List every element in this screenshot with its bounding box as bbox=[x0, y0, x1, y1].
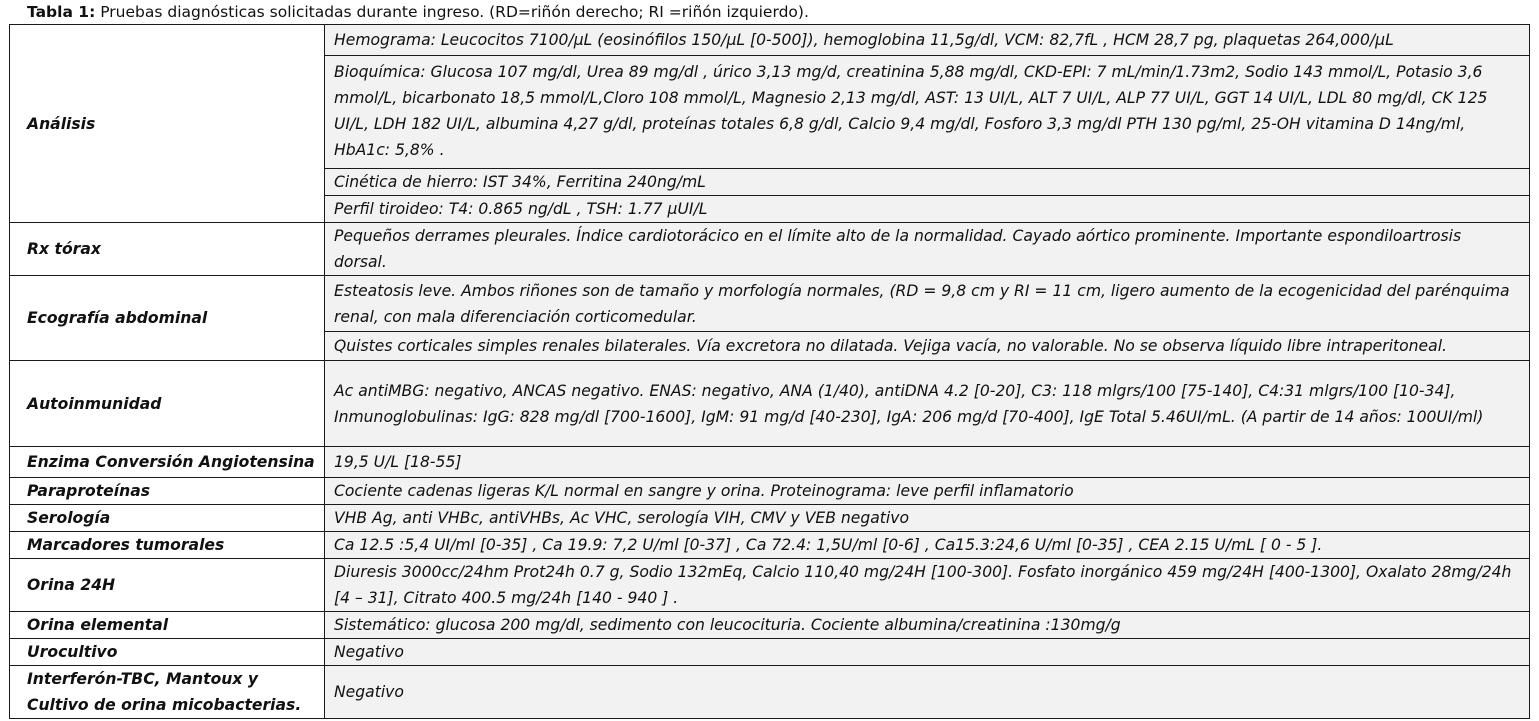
row-label-analisis: Análisis bbox=[10, 25, 325, 223]
row-label-orina24: Orina 24H bbox=[10, 559, 325, 612]
cell-hierro: Cinética de hierro: IST 34%, Ferritina 240ng/mL bbox=[325, 169, 1530, 196]
cell-hemograma: Hemograma: Leucocitos 7100/µL (eosinófilos 150/µL [0-500]), hemoglobina 11,5g/dl, VCM: 82,7fL , HCM 28,7 pg, plaquetas 264,000/µL bbox=[325, 25, 1530, 56]
cell-rx: Pequeños derrames pleurales. Índice cardiotorácico en el límite alto de la normalidad. Cayado aórtico prominente. Importante espondiloartrosis dorsal. bbox=[325, 223, 1530, 276]
cell-orina24: Diuresis 3000cc/24hm Prot24h 0.7 g, Sodio 132mEq, Calcio 110,40 mg/24H [100-300]. Fosfato inorgánico 459 mg/24H [400-1300], Oxalato 28mg/24h [4 – 31], Citrato 400.5 mg/24h [140 - 940 ] . bbox=[325, 559, 1530, 612]
row-label-eca: Enzima Conversión Angiotensina bbox=[10, 447, 325, 478]
table-row bbox=[10, 223, 1530, 276]
row-label-orinaelemental: Orina elemental bbox=[10, 612, 325, 639]
table-row bbox=[10, 639, 1530, 666]
cell-tiroideo: Perfil tiroideo: T4: 0.865 ng/dL , TSH: 1.77 µUI/L bbox=[325, 196, 1530, 223]
table-row bbox=[10, 559, 1530, 612]
row-label-eco: Ecografía abdominal bbox=[10, 276, 325, 361]
table-row bbox=[10, 612, 1530, 639]
cell-orinaelemental: Sistemático: glucosa 200 mg/dl, sedimento con leucocituria. Cociente albumina/creatinina :130mg/g bbox=[325, 612, 1530, 639]
row-label-rx: Rx tórax bbox=[10, 223, 325, 276]
table-caption bbox=[27, 2, 809, 22]
cell-marcadores: Ca 12.5 :5,4 UI/ml [0-35] , Ca 19.9: 7,2 U/ml [0-37] , Ca 72.4: 1,5U/ml [0-6] , Ca15.3:24,6 U/ml [0-35] , CEA 2.15 U/mL [ 0 - 5 ]. bbox=[325, 532, 1530, 559]
row-label-autoinmunidad: Autoinmunidad bbox=[10, 361, 325, 447]
row-label-interferon: Interferón-TBC, Mantoux y Cultivo de orina micobacterias. bbox=[10, 666, 325, 719]
row-label-urocultivo: Urocultivo bbox=[10, 639, 325, 666]
table-row bbox=[10, 478, 1530, 505]
cell-paraproteinas: Cociente cadenas ligeras K/L normal en sangre y orina. Proteinograma: leve perfil inflamatorio bbox=[325, 478, 1530, 505]
cell-serologia: VHB Ag, anti VHBc, antiVHBs, Ac VHC, serología VIH, CMV y VEB negativo bbox=[325, 505, 1530, 532]
cell-urocultivo: Negativo bbox=[325, 639, 1530, 666]
cell-bioquimica: Bioquímica: Glucosa 107 mg/dl, Urea 89 mg/dl , úrico 3,13 mg/d, creatinina 5,88 mg/dl, CKD-EPI: 7 mL/min/1.73m2, Sodio 143 mmol/L, Potasio 3,6 mmol/L, bicarbonato 18,5 mmol/L,Cloro 108 mmol/L, Magnesio 2,13 mg/dl, AST: 13 UI/L, ALT 7 UI/L, ALP 77 UI/L, GGT 14 UI/L, LDL 80 mg/dl, CK 125 UI/L, LDH 182 UI/L, albumina 4,27 g/dl, proteínas totales 6,8 g/dl, Calcio 9,4 mg/dl, Fosforo 3,3 mg/dl PTH 130 pg/ml, 25-OH vitamina D 14ng/ml, HbA1c: 5,8% . bbox=[325, 56, 1530, 169]
row-label-paraproteinas: Paraproteínas bbox=[10, 478, 325, 505]
row-label-serologia: Serología bbox=[10, 505, 325, 532]
table-row bbox=[10, 666, 1530, 719]
cell-eca: 19,5 U/L [18-55] bbox=[325, 447, 1530, 478]
table-row bbox=[10, 532, 1530, 559]
caption-text: Pruebas diagnósticas solicitadas durante ingreso. (RD=riñón derecho; RI =riñón izquierdo). bbox=[95, 3, 809, 21]
caption-label: Tabla 1: bbox=[27, 3, 96, 21]
row-label-marcadores: Marcadores tumorales bbox=[10, 532, 325, 559]
table-row bbox=[10, 505, 1530, 532]
diagnostic-tests-table bbox=[9, 24, 1530, 719]
table-row bbox=[10, 25, 1530, 56]
cell-autoinmunidad: Ac antiMBG: negativo, ANCAS negativo. ENAS: negativo, ANA (1/40), antiDNA 4.2 [0-20], C3: 118 mlgrs/100 [75-140], C4:31 mlgrs/100 [10-34], Inmunoglobulinas: IgG: 828 mg/dl [700-1600], IgM: 91 mg/d [40-230], IgA: 206 mg/d [70-400], IgE Total 5.46UI/mL. (A partir de 14 años: 100UI/ml) bbox=[325, 361, 1530, 447]
table-row bbox=[10, 361, 1530, 447]
table-row bbox=[10, 276, 1530, 332]
cell-eco-1: Esteatosis leve. Ambos riñones son de tamaño y morfología normales, (RD = 9,8 cm y RI = 11 cm, ligero aumento de la ecogenicidad del parénquima renal, con mala diferenciación corticomedular. bbox=[325, 276, 1530, 332]
cell-eco-2: Quistes corticales simples renales bilaterales. Vía excretora no dilatada. Vejiga vacía, no valorable. No se observa líquido libre intraperitoneal. bbox=[325, 332, 1530, 361]
cell-interferon: Negativo bbox=[325, 666, 1530, 719]
table-row bbox=[10, 447, 1530, 478]
